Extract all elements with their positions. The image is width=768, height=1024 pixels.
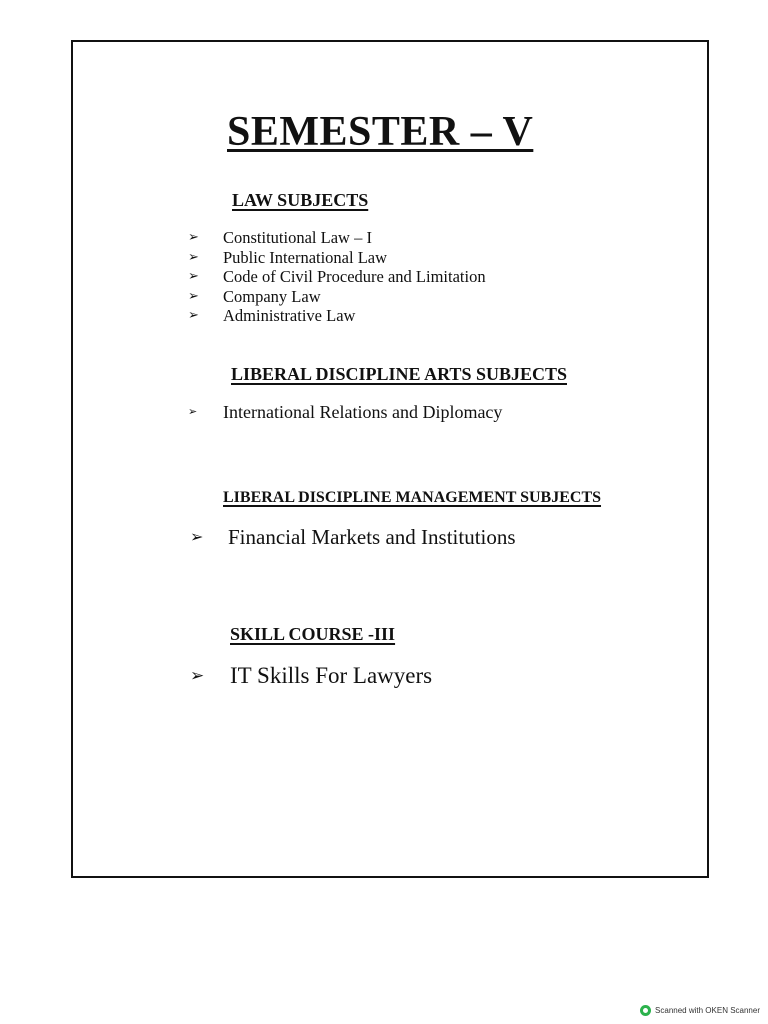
arrowhead-bullet-icon: ➢ — [190, 527, 204, 546]
arrowhead-bullet-icon: ➢ — [188, 288, 199, 304]
scanner-watermark-text: Scanned with OKEN Scanner — [655, 1006, 760, 1015]
arrowhead-bullet-icon: ➢ — [188, 308, 199, 323]
arrowhead-bullet-icon: ➢ — [188, 269, 199, 284]
arrowhead-bullet-icon: ➢ — [190, 666, 205, 686]
list-item-text: IT Skills For Lawyers — [230, 663, 433, 688]
management-subjects-heading: LIBERAL DISCIPLINE MANAGEMENT SUBJECTS — [223, 489, 602, 506]
list-item-text: Administrative Law — [223, 306, 356, 325]
arrowhead-bullet-icon: ➢ — [188, 249, 199, 265]
oken-scanner-logo-icon — [640, 1005, 651, 1016]
skill-course-heading: SKILL COURSE -III — [230, 624, 396, 644]
list-item-text: International Relations and Diplomacy — [223, 402, 503, 422]
arrowhead-bullet-icon: ➢ — [188, 405, 198, 418]
law-subjects-heading: LAW SUBJECTS — [232, 190, 369, 210]
list-item-text: Code of Civil Procedure and Limitation — [223, 267, 486, 286]
list-item-text: Public International Law — [223, 247, 388, 267]
arrowhead-bullet-icon: ➢ — [188, 230, 199, 245]
arts-subjects-heading: LIBERAL DISCIPLINE ARTS SUBJECTS — [231, 364, 567, 384]
list-item-text: Constitutional Law – I — [223, 228, 372, 247]
page-border — [71, 40, 709, 878]
page-title: SEMESTER – V — [227, 109, 534, 155]
list-item-text: Financial Markets and Institutions — [228, 525, 516, 549]
list-item-text: Company Law — [223, 286, 321, 306]
scanner-watermark — [640, 1005, 760, 1016]
